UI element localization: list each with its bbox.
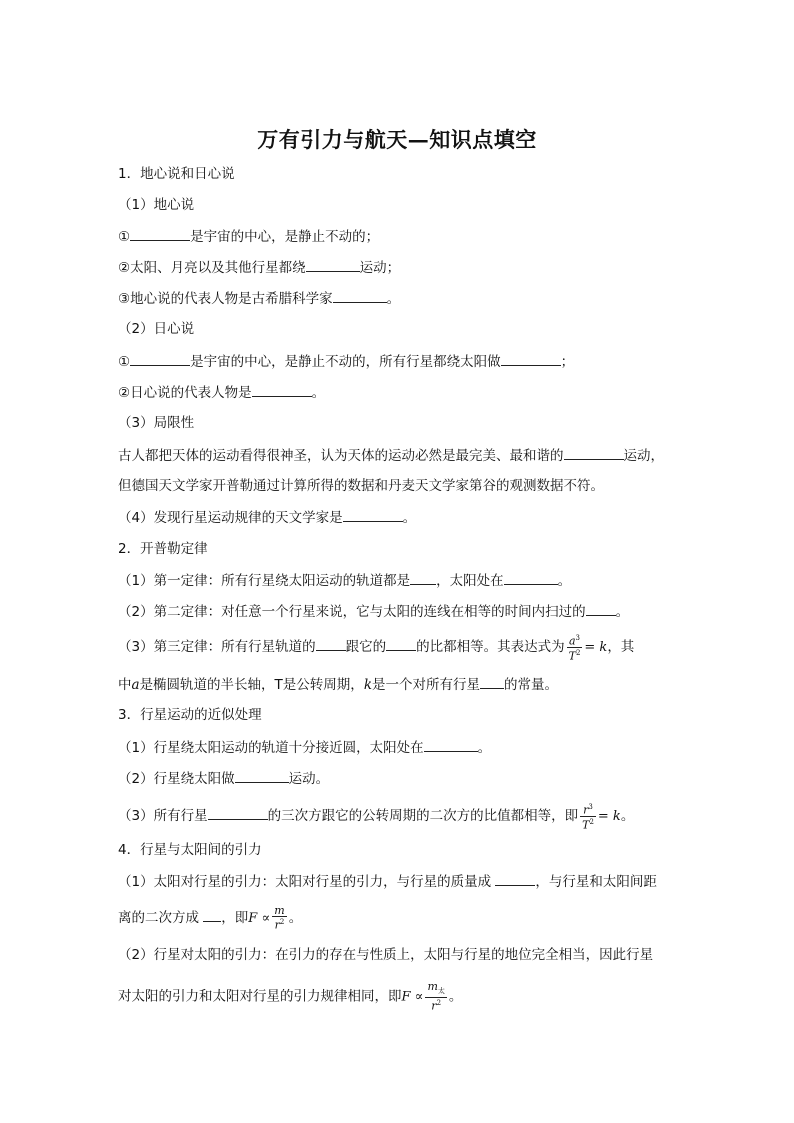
sun-on-planet-line-2: 离的二次方成 ，即F ∝ $\frac{m}{r^2}$ 。 xyxy=(118,904,303,932)
kepler-third-law: （3）第三定律：所有行星轨道的 跟它的 的比都相等。其表达式为 $\frac{a^3}{T^2}$ = k，其 xyxy=(118,634,635,663)
fill-blank[interactable] xyxy=(130,227,190,241)
fill-blank[interactable] xyxy=(208,806,268,820)
approx-item-1: （1）行星绕太阳运动的轨道十分接近圆，太阳处在 。 xyxy=(118,740,492,756)
limitation-text-line-1: 古人都把天体的运动看得很神圣，认为天体的运动必然是最完美、最和谐的 运动， xyxy=(118,448,664,464)
fill-blank[interactable] xyxy=(333,289,387,303)
fill-blank[interactable] xyxy=(504,571,558,585)
fill-blank[interactable] xyxy=(130,352,190,366)
geocentric-item-2: ②太阳、月亮以及其他行星都绕 运动； xyxy=(118,260,401,276)
fill-blank[interactable] xyxy=(306,258,360,272)
geocentric-label: （1）地心说 xyxy=(118,197,195,213)
fill-blank[interactable] xyxy=(495,872,535,886)
section-4-heading: 4．行星与太阳间的引力 xyxy=(118,842,262,858)
fill-blank[interactable] xyxy=(252,383,312,397)
approx-item-3: （3）所有行星 的三次方跟它的公转周期的二次方的比值都相等，即 $\frac{r^3}{T^2}$ = k。 xyxy=(118,803,635,832)
fill-blank[interactable] xyxy=(564,446,624,460)
fill-blank[interactable] xyxy=(480,675,504,689)
fill-blank[interactable] xyxy=(203,908,221,922)
fill-blank[interactable] xyxy=(501,352,561,366)
heliocentric-item-1: ① 是宇宙的中心，是静止不动的，所有行星都绕太阳做 ； xyxy=(118,354,575,370)
limitation-text-line-2: 但德国天文学家开普勒通过计算所得的数据和丹麦天文学家第谷的观测数据不符。 xyxy=(118,478,604,494)
planet-on-sun-line-2: 对太阳的引力和太阳对行星的引力规律相同，即F ∝ $\frac{m_太}{r^2}$ 。 xyxy=(118,980,463,1013)
fill-blank[interactable] xyxy=(410,571,436,585)
fill-blank[interactable] xyxy=(386,637,416,651)
force-fraction-1: $\frac{m}{r^2}$ xyxy=(274,904,285,932)
geocentric-item-3: ③地心说的代表人物是古希腊科学家 。 xyxy=(118,291,401,307)
geocentric-item-1: ① 是宇宙的中心，是静止不动的； xyxy=(118,229,380,245)
planet-on-sun-line-1: （2）行星对太阳的引力：在引力的存在与性质上，太阳与行星的地位完全相当，因此行星 xyxy=(118,947,654,963)
heliocentric-label: （2）日心说 xyxy=(118,321,195,337)
fill-blank[interactable] xyxy=(343,508,403,522)
section-3-heading: 3．行星运动的近似处理 xyxy=(118,707,262,723)
approx-item-2: （2）行星绕太阳做 运动。 xyxy=(118,771,330,787)
force-fraction-2: $\frac{m_太}{r^2}$ xyxy=(427,980,445,1013)
kepler-second-law: （2）第二定律：对任意一个行星来说，它与太阳的连线在相等的时间内扫过的 。 xyxy=(118,604,630,620)
page-title: 万有引力与航天—知识点填空 xyxy=(257,127,537,152)
fill-blank[interactable] xyxy=(316,637,346,651)
section-1-heading: 1．地心说和日心说 xyxy=(118,166,235,182)
limitation-label: （3）局限性 xyxy=(118,415,195,431)
kepler-first-law: （1）第一定律：所有行星绕太阳运动的轨道都是 ，太阳处在 。 xyxy=(118,573,572,589)
kepler-third-law-cont: 中a是椭圆轨道的半长轴，T是公转周期，k是一个对所有行星 的常量。 xyxy=(118,677,558,693)
third-law-fraction: $\frac{a^3}{T^2}$ xyxy=(568,634,581,663)
approx-fraction: $\frac{r^3}{T^2}$ xyxy=(582,803,594,832)
fill-blank[interactable] xyxy=(235,769,289,783)
fill-blank[interactable] xyxy=(586,602,616,616)
kepler-discovery-item: （4）发现行星运动规律的天文学家是 。 xyxy=(118,510,417,526)
heliocentric-item-2: ②日心说的代表人物是 。 xyxy=(118,385,326,401)
fill-blank[interactable] xyxy=(424,738,478,752)
sun-on-planet-line-1: （1）太阳对行星的引力：太阳对行星的引力，与行星的质量成 ，与行星和太阳间距 xyxy=(118,874,657,890)
section-2-heading: 2．开普勒定律 xyxy=(118,541,208,557)
